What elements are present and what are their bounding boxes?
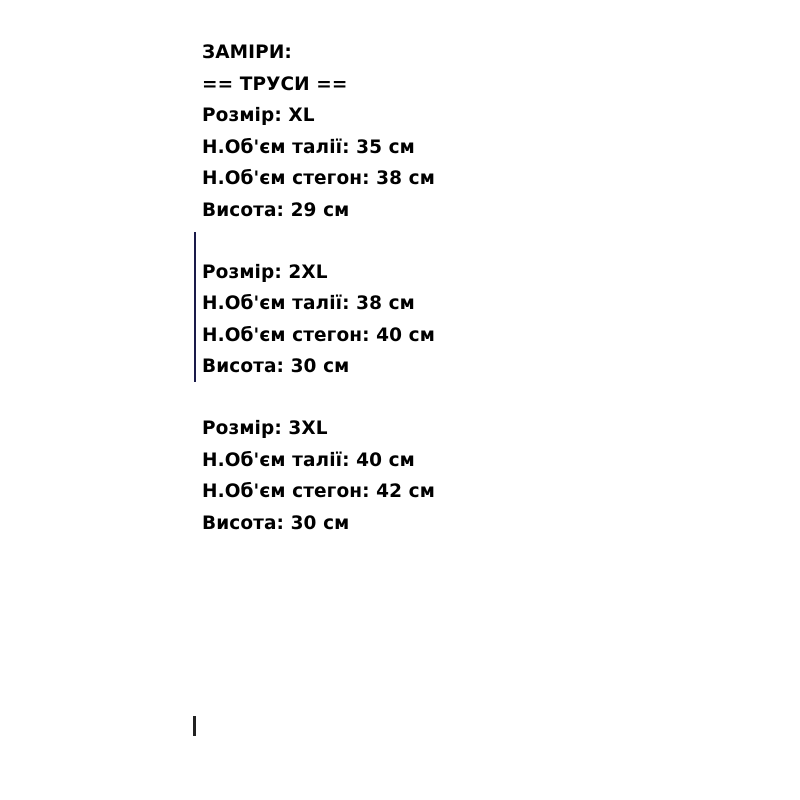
- size-label: Розмір: 2XL: [202, 261, 328, 283]
- waist-measurement: Н.Об'єм талії: 38 см: [202, 293, 415, 315]
- left-edge-mark: [193, 716, 196, 736]
- waist-measurement: Н.Об'єм талії: 40 см: [202, 449, 415, 471]
- hips-measurement: Н.Об'єм стегон: 42 см: [202, 481, 435, 503]
- height-measurement: Висота: 29 см: [202, 199, 350, 221]
- hips-measurement: Н.Об'єм стегон: 38 см: [202, 168, 435, 190]
- spacer: [202, 383, 435, 413]
- size-block-xl: [202, 100, 435, 226]
- spacer: [202, 227, 435, 257]
- size-label: Розмір: 3XL: [202, 417, 328, 439]
- size-block-3xl: [202, 413, 435, 539]
- heading-title: ЗАМІРИ:: [202, 42, 292, 63]
- heading-subtitle: == ТРУСИ ==: [202, 73, 348, 95]
- left-edge-line: [194, 232, 196, 382]
- size-block-2xl: [202, 257, 435, 383]
- height-measurement: Висота: 30 см: [202, 512, 350, 534]
- measurements-sheet: [202, 37, 435, 539]
- size-label: Розмір: XL: [202, 105, 315, 127]
- hips-measurement: Н.Об'єм стегон: 40 см: [202, 324, 435, 346]
- height-measurement: Висота: 30 см: [202, 356, 350, 378]
- waist-measurement: Н.Об'єм талії: 35 см: [202, 136, 415, 158]
